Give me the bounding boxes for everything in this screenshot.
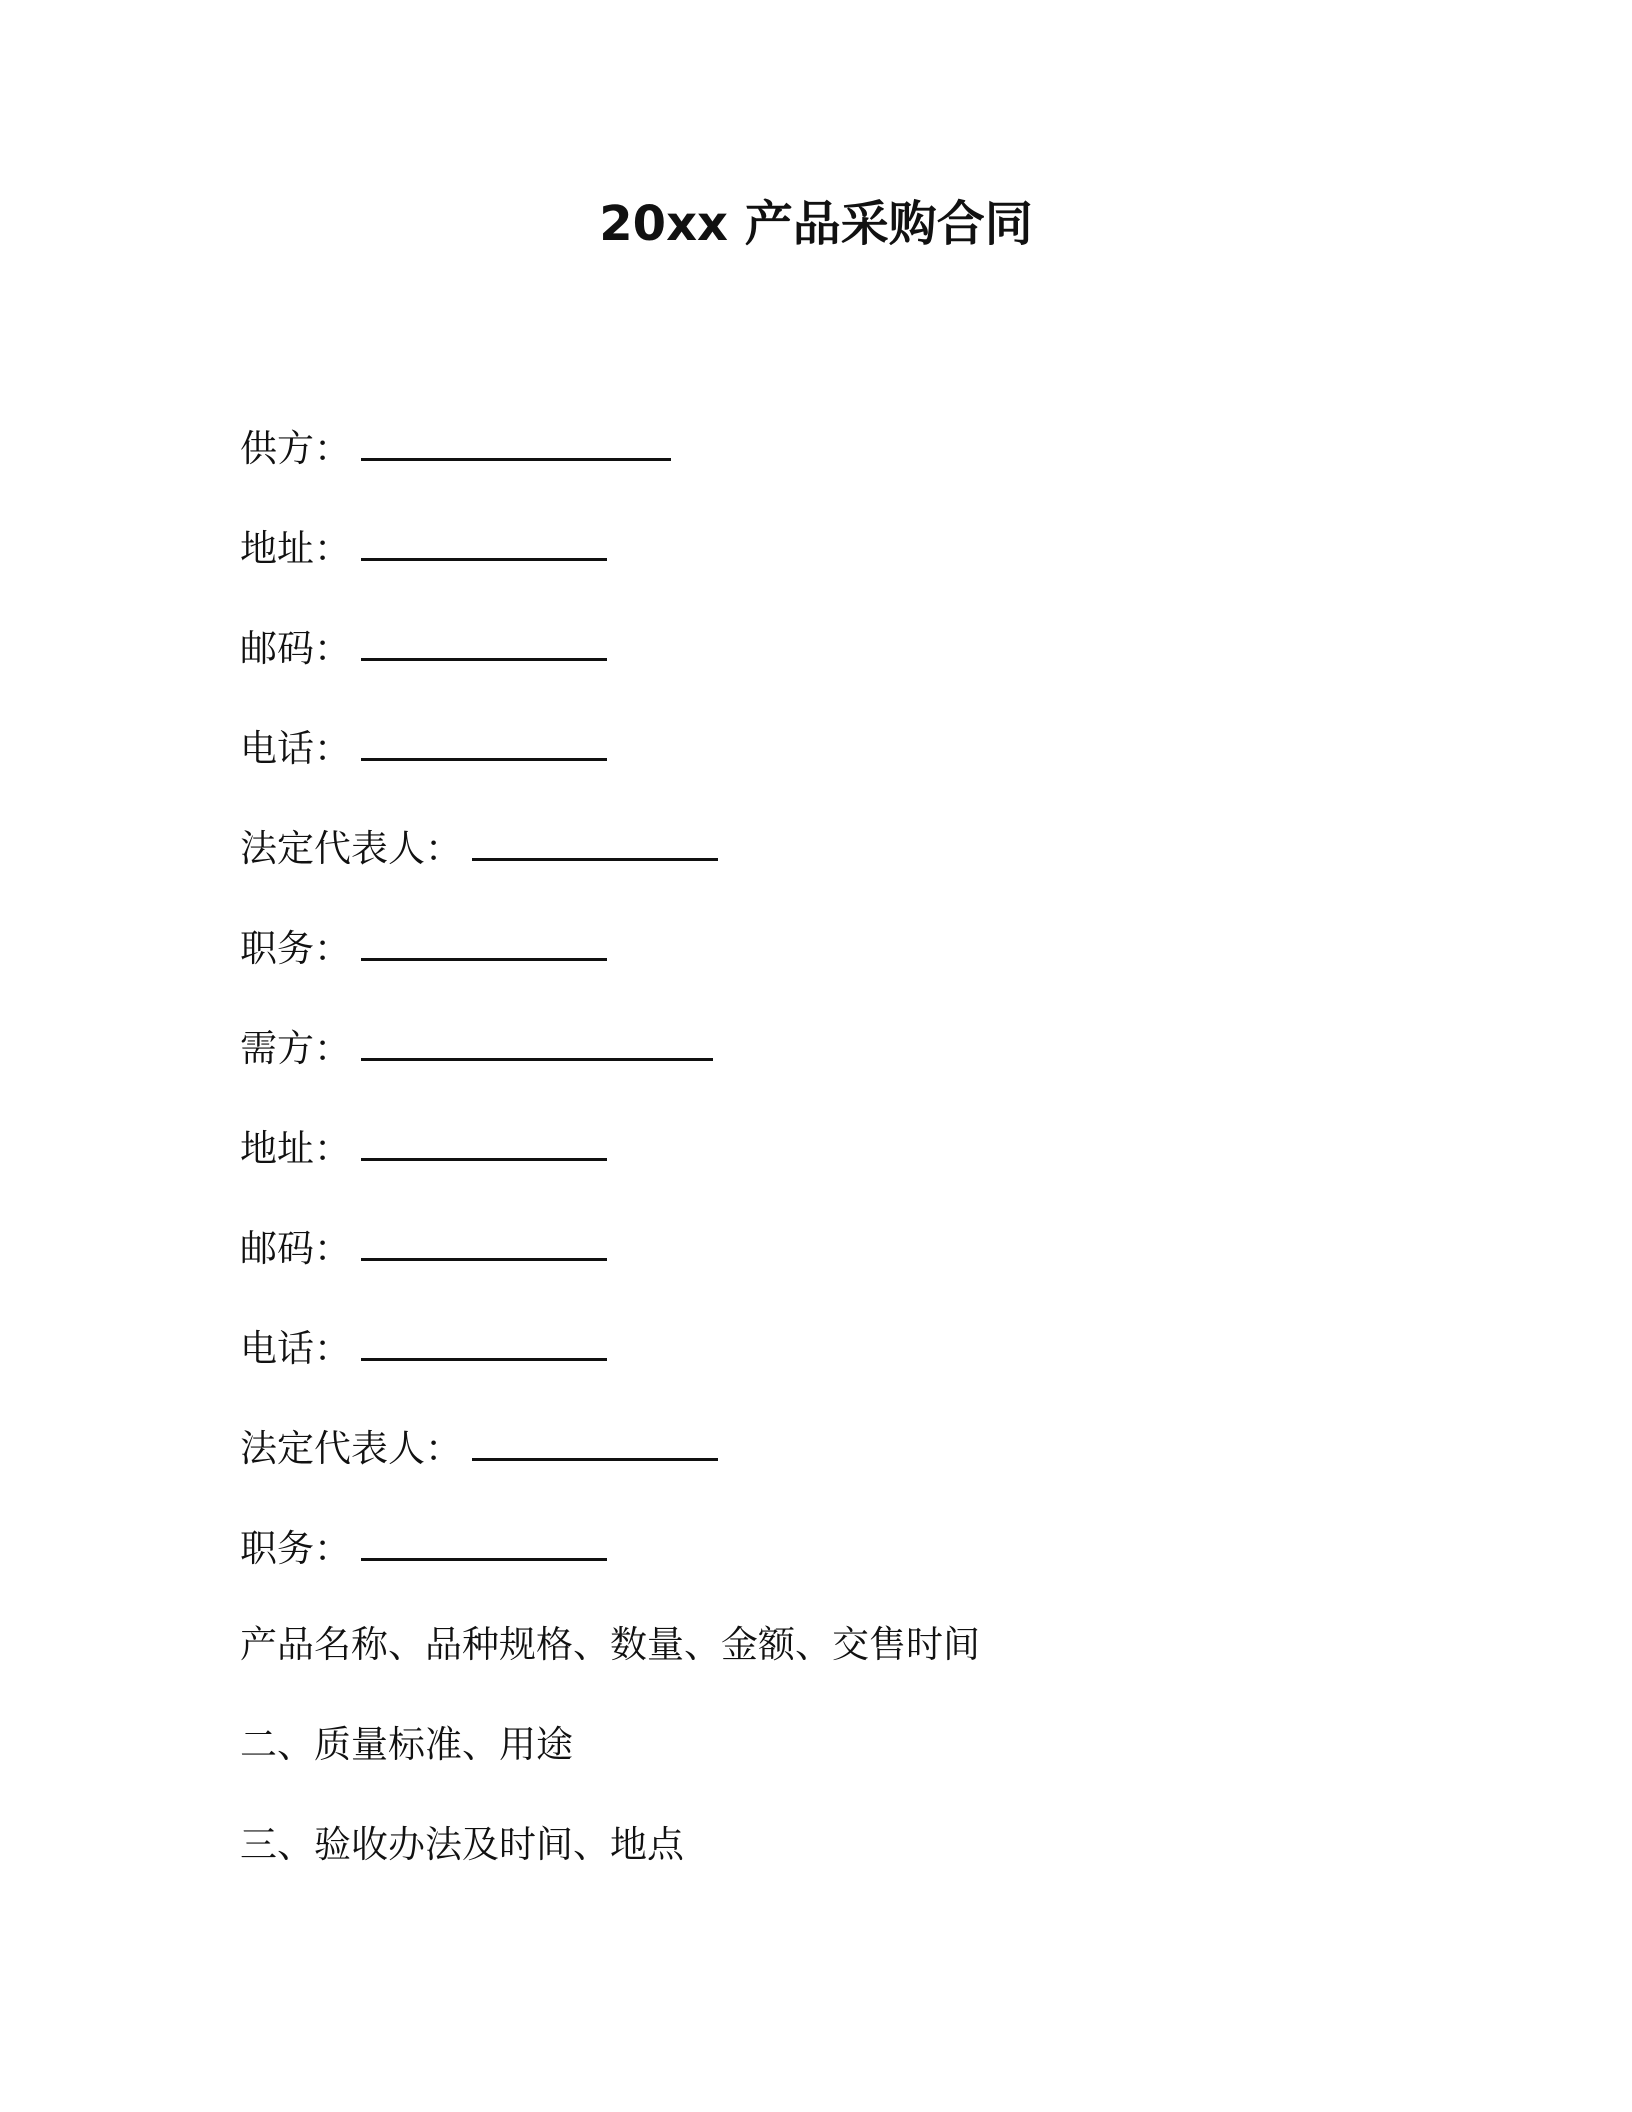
section-product-info: 产品名称、品种规格、数量、金额、交售时间 <box>240 1623 980 1666</box>
field-label: 法定代表人： <box>240 1427 462 1470</box>
supplier-address-field <box>240 520 607 574</box>
fill-blank <box>361 1020 713 1061</box>
section-quality-standard: 二、质量标准、用途 <box>240 1723 573 1766</box>
fill-blank <box>361 1320 607 1361</box>
buyer-field <box>240 1020 713 1074</box>
field-label: 地址： <box>240 1127 351 1170</box>
buyer-postcode-field <box>240 1220 607 1274</box>
field-label: 电话： <box>240 1327 351 1370</box>
fill-blank <box>361 1520 607 1561</box>
supplier-field <box>240 420 671 474</box>
fill-blank <box>472 1420 718 1461</box>
fill-blank <box>361 620 607 661</box>
buyer-legal-rep-field <box>240 1420 718 1474</box>
field-label: 电话： <box>240 727 351 770</box>
field-label: 需方： <box>240 1027 351 1070</box>
document-title: 20xx 产品采购合同 <box>599 196 1033 252</box>
field-label: 职务： <box>240 1527 351 1570</box>
buyer-address-field <box>240 1120 607 1174</box>
buyer-phone-field <box>240 1320 607 1374</box>
fill-blank <box>361 1120 607 1161</box>
fill-blank <box>361 420 671 461</box>
section-acceptance: 三、验收办法及时间、地点 <box>240 1823 684 1866</box>
fill-blank <box>361 920 607 961</box>
supplier-legal-rep-field <box>240 820 718 874</box>
fill-blank <box>361 520 607 561</box>
field-label: 邮码： <box>240 627 351 670</box>
supplier-title-field <box>240 920 607 974</box>
supplier-phone-field <box>240 720 607 774</box>
field-label: 邮码： <box>240 1227 351 1270</box>
fill-blank <box>361 1220 607 1261</box>
field-label: 供方： <box>240 427 351 470</box>
field-label: 法定代表人： <box>240 827 462 870</box>
field-label: 职务： <box>240 927 351 970</box>
fill-blank <box>472 820 718 861</box>
fill-blank <box>361 720 607 761</box>
buyer-title-field <box>240 1520 607 1574</box>
field-label: 地址： <box>240 527 351 570</box>
supplier-postcode-field <box>240 620 607 674</box>
